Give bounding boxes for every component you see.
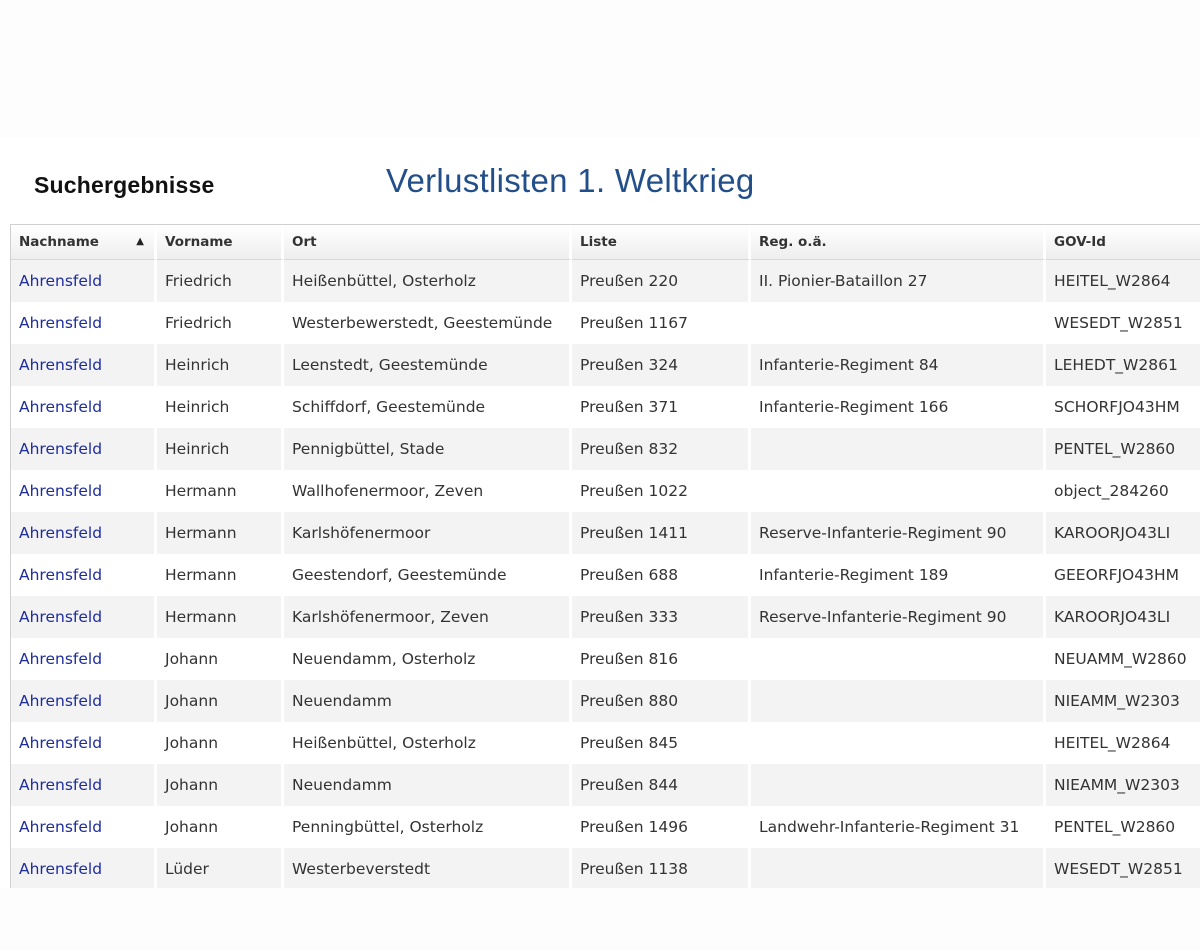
surname-link[interactable]: Ahrensfeld (19, 776, 103, 794)
cell-nachname (11, 428, 157, 470)
cell-vorname: Johann (157, 638, 284, 680)
surname-link[interactable]: Ahrensfeld (19, 818, 103, 836)
cell-nachname (11, 806, 157, 848)
table-row[interactable] (11, 722, 1200, 764)
surname-link[interactable]: Ahrensfeld (19, 482, 103, 500)
results-table-container (10, 224, 1200, 889)
cell-regiment (751, 428, 1046, 470)
cell-vorname: Heinrich (157, 428, 284, 470)
column-header-liste[interactable]: Liste (572, 225, 751, 260)
cell-gov-id: PENTEL_W2860 (1046, 428, 1200, 470)
cell-regiment: Reserve-Infanterie-Regiment 90 (751, 512, 1046, 554)
surname-link[interactable]: Ahrensfeld (19, 860, 103, 878)
surname-link[interactable]: Ahrensfeld (19, 524, 103, 542)
cell-liste: Preußen 1496 (572, 806, 751, 848)
cell-vorname: Johann (157, 764, 284, 806)
cell-gov-id: GEEORFJO43HM (1046, 554, 1200, 596)
cell-liste: Preußen 324 (572, 344, 751, 386)
cell-gov-id: object_284260 (1046, 470, 1200, 512)
cell-regiment (751, 470, 1046, 512)
column-header-label: Nachname (19, 234, 99, 250)
table-row[interactable] (11, 806, 1200, 848)
cell-nachname (11, 512, 157, 554)
cell-liste: Preußen 1411 (572, 512, 751, 554)
cell-gov-id: PENTEL_W2860 (1046, 806, 1200, 848)
cell-regiment: Infanterie-Regiment 166 (751, 386, 1046, 428)
cell-nachname (11, 764, 157, 806)
cell-vorname: Johann (157, 680, 284, 722)
cell-vorname: Heinrich (157, 344, 284, 386)
cell-nachname (11, 470, 157, 512)
table-header-row (11, 225, 1200, 260)
cell-ort: Westerbeverstedt (284, 848, 572, 889)
cell-nachname (11, 554, 157, 596)
cell-nachname (11, 260, 157, 302)
cell-regiment: Infanterie-Regiment 189 (751, 554, 1046, 596)
surname-link[interactable]: Ahrensfeld (19, 608, 103, 626)
cell-gov-id: WESEDT_W2851 (1046, 848, 1200, 889)
cell-liste: Preußen 371 (572, 386, 751, 428)
column-header-nachname[interactable] (11, 225, 157, 260)
surname-link[interactable]: Ahrensfeld (19, 566, 103, 584)
cell-ort: Wallhofenermoor, Zeven (284, 470, 572, 512)
cell-vorname: Lüder (157, 848, 284, 889)
table-row[interactable] (11, 470, 1200, 512)
cell-gov-id: HEITEL_W2864 (1046, 260, 1200, 302)
cell-ort: Heißenbüttel, Osterholz (284, 722, 572, 764)
cell-ort: Karlshöfenermoor, Zeven (284, 596, 572, 638)
cell-ort: Penningbüttel, Osterholz (284, 806, 572, 848)
cell-nachname (11, 344, 157, 386)
cell-gov-id: NIEAMM_W2303 (1046, 680, 1200, 722)
table-row[interactable] (11, 554, 1200, 596)
cell-liste: Preußen 333 (572, 596, 751, 638)
cell-vorname: Johann (157, 806, 284, 848)
table-row[interactable] (11, 260, 1200, 302)
cell-regiment (751, 722, 1046, 764)
cell-regiment (751, 848, 1046, 889)
column-header-ort[interactable]: Ort (284, 225, 572, 260)
cell-vorname: Hermann (157, 512, 284, 554)
cell-ort: Geestendorf, Geestemünde (284, 554, 572, 596)
cell-liste: Preußen 1167 (572, 302, 751, 344)
sort-ascending-icon[interactable]: ▲ (136, 236, 144, 247)
cell-vorname: Heinrich (157, 386, 284, 428)
table-row[interactable] (11, 596, 1200, 638)
cell-gov-id: LEHEDT_W2861 (1046, 344, 1200, 386)
cell-ort: Pennigbüttel, Stade (284, 428, 572, 470)
cell-regiment (751, 302, 1046, 344)
cell-regiment: Landwehr-Infanterie-Regiment 31 (751, 806, 1046, 848)
cell-regiment (751, 638, 1046, 680)
cell-gov-id: NEUAMM_W2860 (1046, 638, 1200, 680)
cell-liste: Preußen 688 (572, 554, 751, 596)
results-table (11, 225, 1200, 889)
cell-nachname (11, 386, 157, 428)
cell-gov-id: KAROORJO43LI (1046, 596, 1200, 638)
table-row[interactable] (11, 344, 1200, 386)
surname-link[interactable]: Ahrensfeld (19, 398, 103, 416)
results-heading: Suchergebnisse (34, 172, 215, 198)
surname-link[interactable]: Ahrensfeld (19, 692, 103, 710)
cell-liste: Preußen 1138 (572, 848, 751, 889)
table-row[interactable] (11, 764, 1200, 806)
cell-ort: Neuendamm (284, 764, 572, 806)
cell-liste: Preußen 844 (572, 764, 751, 806)
cell-ort: Karlshöfenermoor (284, 512, 572, 554)
cell-liste: Preußen 1022 (572, 470, 751, 512)
cell-gov-id: WESEDT_W2851 (1046, 302, 1200, 344)
cell-liste: Preußen 880 (572, 680, 751, 722)
cell-gov-id: KAROORJO43LI (1046, 512, 1200, 554)
cell-vorname: Friedrich (157, 260, 284, 302)
cell-vorname: Johann (157, 722, 284, 764)
cell-nachname (11, 596, 157, 638)
table-row[interactable] (11, 428, 1200, 470)
cell-nachname (11, 848, 157, 889)
cell-ort: Leenstedt, Geestemünde (284, 344, 572, 386)
cell-liste: Preußen 816 (572, 638, 751, 680)
cell-regiment (751, 680, 1046, 722)
cell-gov-id: SCHORFJO43HM (1046, 386, 1200, 428)
column-header-gov-id[interactable]: GOV-Id (1046, 225, 1200, 260)
column-header-vorname[interactable]: Vorname (157, 225, 284, 260)
table-row[interactable] (11, 512, 1200, 554)
cell-vorname: Friedrich (157, 302, 284, 344)
cell-gov-id: NIEAMM_W2303 (1046, 764, 1200, 806)
cell-regiment: Infanterie-Regiment 84 (751, 344, 1046, 386)
bottom-blank-area (0, 888, 1200, 950)
cell-regiment: II. Pionier-Bataillon 27 (751, 260, 1046, 302)
cell-gov-id: HEITEL_W2864 (1046, 722, 1200, 764)
table-row[interactable] (11, 848, 1200, 889)
table-row[interactable] (11, 680, 1200, 722)
surname-link[interactable]: Ahrensfeld (19, 734, 103, 752)
cell-vorname: Hermann (157, 470, 284, 512)
cell-nachname (11, 638, 157, 680)
results-table-body (11, 260, 1200, 889)
surname-link[interactable]: Ahrensfeld (19, 356, 103, 374)
cell-liste: Preußen 832 (572, 428, 751, 470)
cell-regiment: Reserve-Infanterie-Regiment 90 (751, 596, 1046, 638)
cell-ort: Heißenbüttel, Osterholz (284, 260, 572, 302)
cell-regiment (751, 764, 1046, 806)
cell-ort: Westerbewerstedt, Geestemünde (284, 302, 572, 344)
cell-ort: Neuendamm, Osterholz (284, 638, 572, 680)
top-blank-area (0, 0, 1200, 138)
cell-nachname (11, 722, 157, 764)
cell-nachname (11, 302, 157, 344)
cell-ort: Neuendamm (284, 680, 572, 722)
surname-link[interactable]: Ahrensfeld (19, 650, 103, 668)
cell-liste: Preußen 845 (572, 722, 751, 764)
cell-liste: Preußen 220 (572, 260, 751, 302)
cell-nachname (11, 680, 157, 722)
table-row[interactable] (11, 386, 1200, 428)
cell-vorname: Hermann (157, 554, 284, 596)
surname-link[interactable]: Ahrensfeld (19, 272, 103, 290)
surname-link[interactable]: Ahrensfeld (19, 314, 103, 332)
cell-ort: Schiffdorf, Geestemünde (284, 386, 572, 428)
cell-vorname: Hermann (157, 596, 284, 638)
column-header-regiment[interactable]: Reg. o.ä. (751, 225, 1046, 260)
page-title: Verlustlisten 1. Weltkrieg (386, 162, 755, 199)
surname-link[interactable]: Ahrensfeld (19, 440, 103, 458)
table-row[interactable] (11, 302, 1200, 344)
table-row[interactable] (11, 638, 1200, 680)
